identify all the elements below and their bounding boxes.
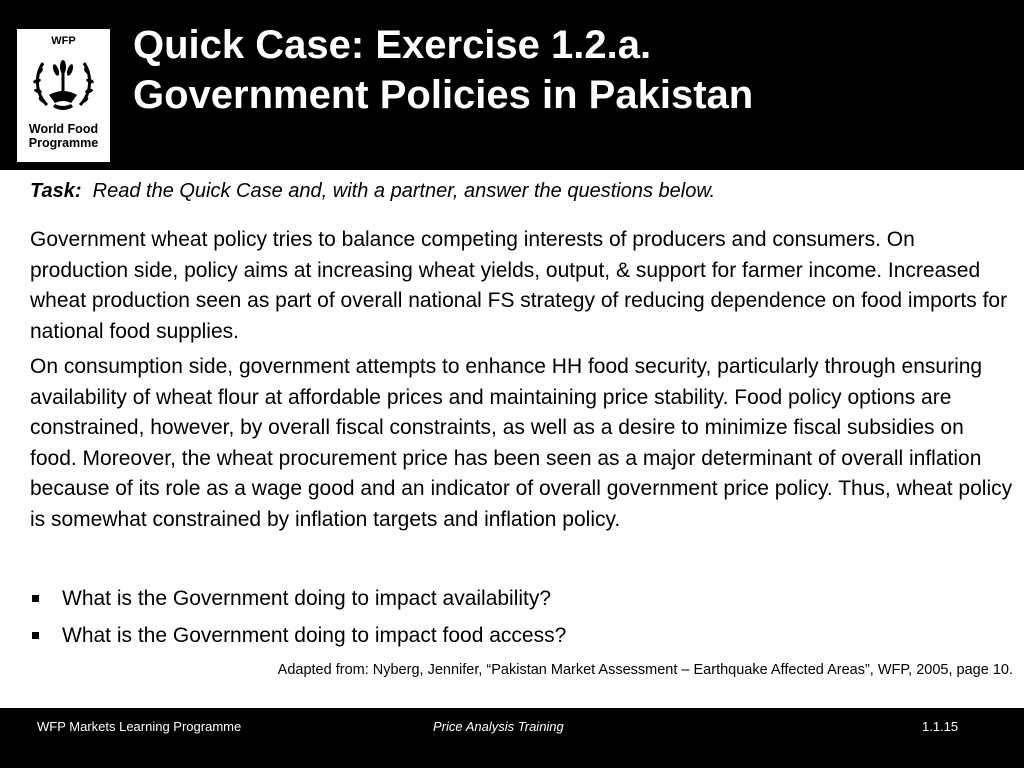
header-bar	[0, 0, 1024, 170]
source-citation: Adapted from: Nyberg, Jennifer, “Pakistan Market Assessment – Earthquake Affected Areas”, WFP, 2005, page 10.	[277, 662, 1013, 678]
logo-name-line1: World Food	[28, 122, 99, 136]
footer-slide-number: 1.1.15	[922, 719, 959, 734]
task-text: Read the Quick Case and, with a partner, answer the questions below.	[92, 180, 716, 202]
square-bullet-icon	[32, 595, 39, 602]
logo-name-line2: Programme	[28, 136, 99, 150]
task-instruction	[30, 180, 715, 203]
wheat-laurel-emblem-icon	[31, 51, 96, 116]
slide-title	[133, 20, 753, 120]
slide-title-line2: Government Policies in Pakistan	[133, 73, 754, 117]
case-paragraph-production: Government wheat policy tries to balance competing interests of producers and consumers. On production side, policy aims at increasing wheat yields, output, & support for farmer income. Increased wheat production seen as part of overall national FS strategy of reducing dependence on food imports for national food supplies.	[30, 228, 1008, 343]
footer-course: Price Analysis Training	[433, 719, 564, 734]
case-paragraph-consumption: On consumption side, government attempts to enhance HH food security, particularly through ensuring availability of wheat flour at affordable prices and maintaining price stability. Food policy options are constrained, however, by overall fiscal constraints, as well as a desire to minimize fiscal subsidies on food. Moreover, the wheat procurement price has been seen as a major determinant of overall inflation because of its role as a wage good and an indicator of overall government price policy. Thus, wheat policy is somewhat constrained by inflation targets and inflation policy.	[30, 355, 1013, 531]
question-list	[30, 584, 566, 658]
question-item	[30, 584, 566, 621]
square-bullet-icon	[32, 632, 39, 639]
question-text: What is the Government doing to impact availability?	[62, 587, 552, 610]
question-text: What is the Government doing to impact food access?	[62, 624, 567, 647]
logo-name	[17, 122, 110, 150]
footer-bar	[0, 708, 1024, 768]
footer-programme: WFP Markets Learning Programme	[37, 719, 242, 734]
wfp-logo	[17, 29, 110, 162]
task-label: Task:	[30, 180, 82, 202]
question-item	[30, 621, 566, 658]
slide-title-line1: Quick Case: Exercise 1.2.a.	[133, 23, 652, 67]
logo-acronym: WFP	[51, 35, 76, 47]
